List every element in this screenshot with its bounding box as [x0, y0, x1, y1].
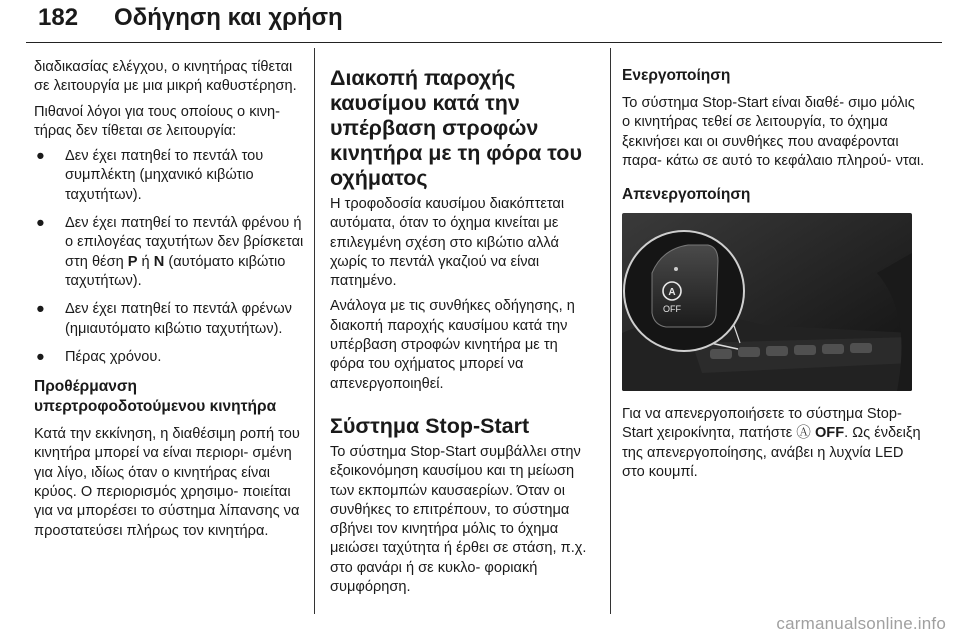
gear-n-label: N: [153, 253, 165, 270]
section-heading: Ενεργοποίηση: [622, 67, 731, 84]
watermark: carmanualsonline.info: [776, 614, 946, 633]
section-heading: Προθέρμανση υπερτροφοδοτούμενου κινητήρα: [34, 378, 277, 416]
page-header: [0, 0, 960, 46]
page-number: 182: [38, 4, 79, 31]
off-button-label: OFF: [663, 304, 681, 315]
bullet-icon: ●: [36, 301, 45, 318]
auto-stop-icon: Ⓐ: [796, 425, 811, 442]
chapter-title: Οδήγηση και χρήση: [114, 4, 343, 31]
gear-p-label: P: [127, 253, 138, 270]
paragraph: Κατά την εκκίνηση, η διαθέσιμη ροπή του κινητήρα μπορεί να είναι περιορι‐ σμένη για λίγο, ιδίως όταν ο κινητήρας είναι κρύος. Ο περιορισμός χρησιμο‐ ποιείται για να μπορέσει το σύστημα λίπανσης να προστατεύσει πλήρως τον κινητήρα.: [34, 426, 300, 539]
section-heading: Απενεργοποίηση: [622, 186, 751, 204]
column-divider-2: [610, 48, 611, 614]
bullet-icon: ●: [36, 348, 45, 365]
bullet-icon: ●: [36, 148, 45, 165]
list-item: ● Δεν έχει πατηθεί το πεντάλ φρένων (ημιαυτόματο κιβώτιο ταχυτήτων).: [36, 301, 292, 337]
stop-start-button-photo: [622, 213, 912, 391]
list-item: ● Πέρας χρόνου.: [34, 348, 308, 367]
column-divider-1: [314, 48, 315, 614]
bullet-list: [34, 147, 308, 367]
column-1: [34, 58, 308, 547]
section-heading: Σύστημα Stop-Start: [330, 413, 530, 438]
paragraph: διαδικασίας ελέγχου, ο κινητήρας τίθεται σε λειτουργία με μια μικρή καθυστέρηση.: [34, 59, 297, 95]
column-3: [622, 58, 926, 488]
column-2: [330, 58, 596, 603]
list-item: ● Δεν έχει πατηθεί το πεντάλ του συμπλέκτη (μηχανικό κιβώτιο ταχυτήτων).: [36, 148, 264, 203]
svg-text:A: A: [668, 287, 676, 299]
list-item: ● Δεν έχει πατηθεί το πεντάλ φρένου ή ο επιλογέας ταχυτήτων δεν βρίσκεται στη θέση P ή N (αυτόματο κιβώτιο ταχυτήτων).: [36, 215, 304, 289]
paragraph: Η τροφοδοσία καυσίμου διακόπτεται αυτόματα, όταν το όχημα κινείται με επιλεγμένη σχέση στο κιβώτιο αλλά χωρίς το πεντάλ γκαζιού να είναι πατημένο.: [330, 196, 565, 290]
paragraph: Το σύστημα Stop-Start είναι διαθέ‐ σιμο μόλις ο κινητήρας τεθεί σε λειτουργία, το όχημα ξεκινήσει και οι συνθήκες που αναφέρονται παρα‐ κάτω σε αυτό το κεφάλαιο πληρού‐ νται.: [622, 95, 925, 169]
paragraph: Για να απενεργοποιήσετε το σύστημα Stop-Start χειροκίνητα, πατήστε Ⓐ OFF. Ως ένδειξη της απενεργοποίησης, ανάβει η λυχνία LED στο κουμπί.: [622, 406, 921, 481]
bullet-icon: ●: [36, 215, 45, 232]
paragraph: Πιθανοί λόγοι για τους οποίους ο κινη‐ τήρας δεν τίθεται σε λειτουργία:: [34, 103, 281, 139]
paragraph: Ανάλογα με τις συνθήκες οδήγησης, η διακοπή παροχής καυσίμου κατά την υπέρβαση στροφών κινητήρα με τη φόρα του οχήματος μπορεί να απενεργοποιηθεί.: [330, 298, 575, 392]
header-rule: [26, 42, 942, 43]
off-label: OFF: [814, 425, 845, 442]
paragraph: Το σύστημα Stop-Start συμβάλλει στην εξοικονόμηση καυσίμου και τη μείωση των εκπομπών καυσαερίων. Όταν οι συνθήκες το επιτρέπουν, το σύστημα σβήνει τον κινητήρα μόλις το όχημα μειώσει ταχύτητα ή έρθει σε στάση, π.χ. στο φανάρι ή σε κυκλο‐ φοριακή συμφόρηση.: [330, 443, 587, 596]
section-heading: Διακοπή παροχής καυσίμου κατά την υπέρβαση στροφών κινητήρα με τη φόρα του οχήματος: [330, 66, 582, 190]
